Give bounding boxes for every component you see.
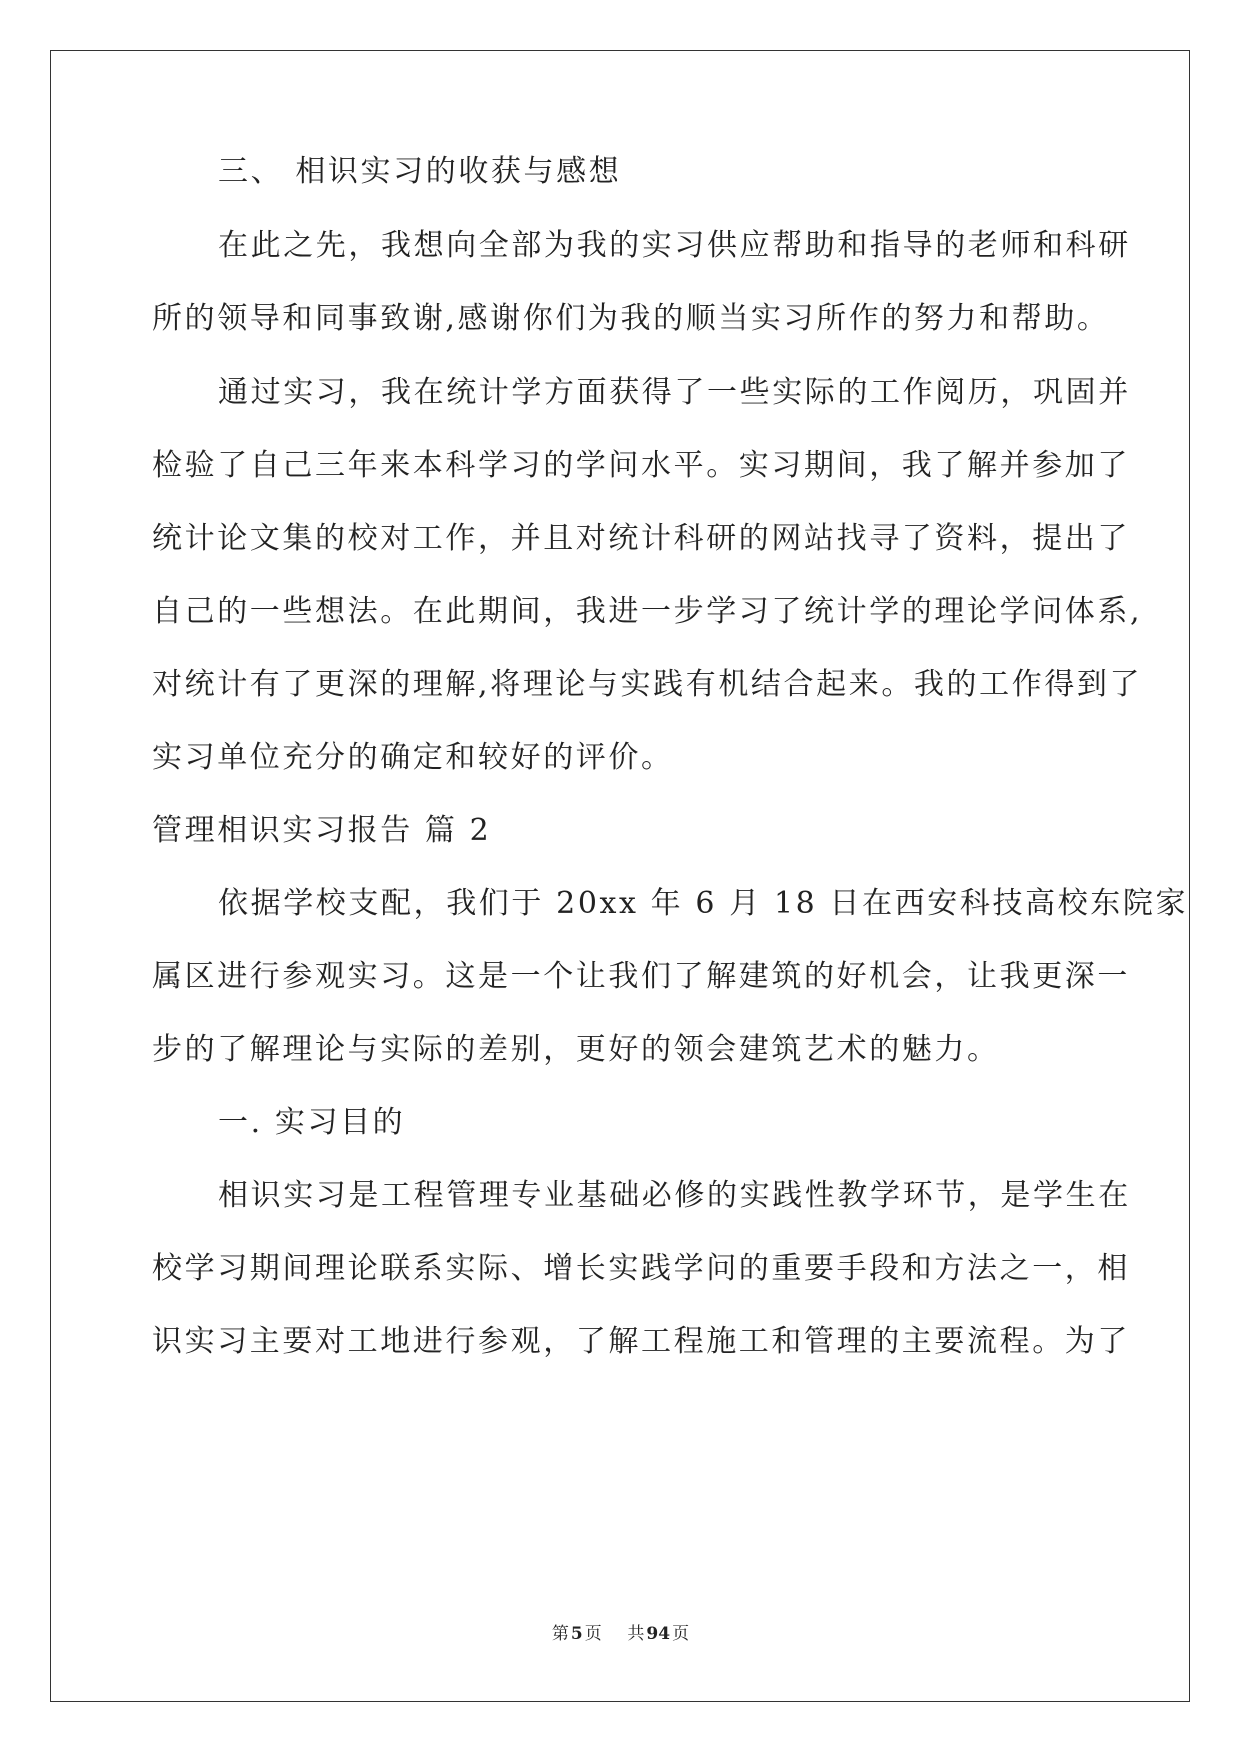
footer-total-suffix: 页: [672, 1624, 690, 1644]
paragraph-line: 依据学校支配，我们于 20xx 年 6 月 18 日在西安科技高校东院家: [218, 886, 1189, 921]
page-border: [50, 50, 1190, 1702]
paragraph-line: 所的领导和同事致谢,感谢你们为我的顺当实习所作的努力和帮助。: [152, 301, 1110, 336]
footer-prefix: 第: [551, 1624, 569, 1644]
footer-page-suffix: 页: [584, 1624, 602, 1644]
paragraph-line: 属区进行参观实习。这是一个让我们了解建筑的好机会，让我更深一: [152, 959, 1130, 994]
total-pages: 94: [646, 1624, 671, 1644]
section-heading: 三、 相识实习的收获与感想: [218, 154, 622, 189]
paragraph-line: 在此之先，我想向全部为我的实习供应帮助和指导的老师和科研: [218, 228, 1131, 263]
article-title: 管理相识实习报告 篇 2: [152, 813, 492, 848]
paragraph-line: 步的了解理论与实际的差别，更好的领会建筑艺术的魅力。: [152, 1032, 1000, 1067]
paragraph-line: 自己的一些想法。在此期间，我进一步学习了统计学的理论学问体系,: [152, 594, 1143, 629]
paragraph-line: 识实习主要对工地进行参观，了解工程施工和管理的主要流程。为了: [152, 1324, 1130, 1359]
paragraph-line: 对统计有了更深的理解,将理论与实践有机结合起来。我的工作得到了: [152, 667, 1143, 702]
paragraph-line: 校学习期间理论联系实际、增长实践学问的重要手段和方法之一，相: [152, 1251, 1130, 1286]
page-footer: [0, 1622, 1241, 1646]
paragraph-line: 实习单位充分的确定和较好的评价。: [152, 740, 674, 775]
paragraph-line: 统计论文集的校对工作，并且对统计科研的网站找寻了资料，提出了: [152, 521, 1130, 556]
paragraph-line: 通过实习，我在统计学方面获得了一些实际的工作阅历，巩固并: [218, 375, 1131, 410]
footer-total-prefix: 共: [627, 1624, 645, 1644]
page-number: 5: [570, 1624, 583, 1644]
section-heading: 一. 实习目的: [218, 1105, 406, 1140]
paragraph-line: 检验了自己三年来本科学习的学问水平。实习期间，我了解并参加了: [152, 448, 1130, 483]
paragraph-line: 相识实习是工程管理专业基础必修的实践性教学环节，是学生在: [218, 1178, 1131, 1213]
